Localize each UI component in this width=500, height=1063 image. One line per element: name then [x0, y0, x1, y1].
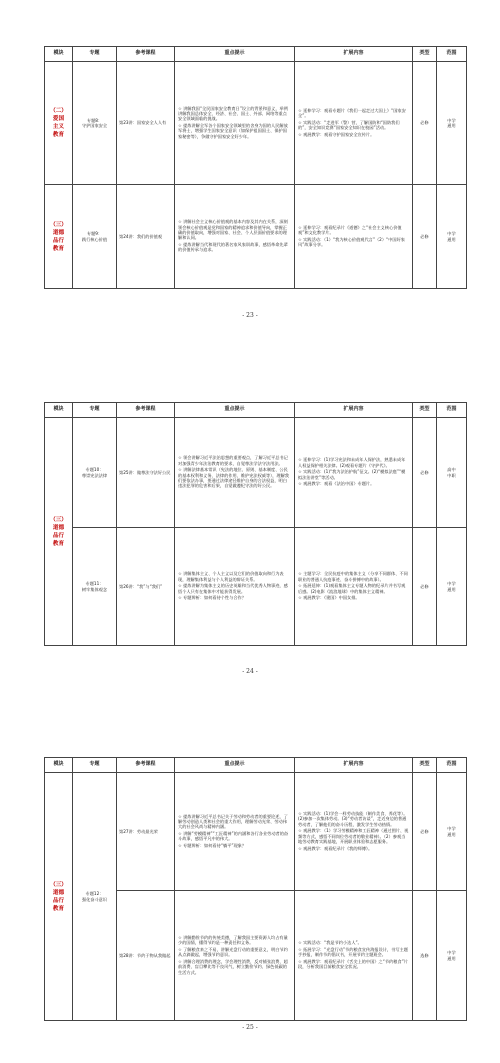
table-row	[45, 62, 467, 185]
header-ext: 扩展内容	[295, 758, 413, 773]
table-header-row	[45, 403, 467, 418]
hint-line: ☆ 讲解勤俭节约的传统美德，了解我国主要资源人均占有量少的国情，懂得节约是一种责任和义务。	[178, 934, 288, 946]
ext-cell	[295, 891, 413, 1021]
header-course: 参考课程	[117, 403, 175, 418]
range-label: 中学 通用	[447, 117, 456, 128]
header-range: 范围	[437, 47, 467, 62]
range-label: 中学 通用	[447, 826, 456, 837]
topic-label: 专题9： 践行核心价值	[81, 231, 108, 242]
module-cell	[45, 773, 73, 1021]
ext-cell	[295, 773, 413, 891]
ext-line: ☆ 拓展延伸：(1)观看集体主义专题人物的纪录片并书写观后感。(2)电影《流浪地球》中的集体主义精神。	[298, 583, 406, 594]
header-type: 类型	[413, 403, 437, 418]
range-cell	[437, 528, 467, 646]
hint-line: ☆ 提炼讲解习近平总书记关于劳动和劳动者的重要论述，了解劳动创造人类和社会的重大作用，理解劳动光荣、劳动伟大的社会风尚与精神内涵。	[178, 813, 288, 830]
hint-line: ☆ 讲解法律基本常识（宪法的地位、原则、基本制度、公民的基本权利和义务、法律的作用、维护宪法权威等），理解我们要依法办事，要通过法律途径维护自身的合法权益，明白违法犯罪的危害和后果，自觉做遵纪守法的好公民。	[178, 467, 289, 489]
hint-line: ☆ 专题辨析：如何看待“躺平”现象？	[178, 842, 247, 848]
hint-cell	[175, 418, 295, 528]
ext-line: ☆ 观展教学：观看守护国家安全宣传片。	[298, 131, 375, 137]
range-cell	[437, 773, 467, 891]
topic-cell	[73, 62, 117, 185]
page-number: - 23 -	[242, 312, 258, 319]
course-cell: 第24讲：我们的价值观	[117, 185, 175, 289]
module-cell	[45, 418, 73, 646]
ext-line: ☆ 实践活动：（1）“我为核心价值观代言”（2）“中国好家风”故事分享。	[298, 236, 405, 247]
ext-line: ☆ 观展教学：《建国》中国女排。	[298, 595, 360, 601]
hint-cell	[175, 773, 295, 891]
hint-line: ☆ 领会讲解习近平法治思想的重要观点，了解习近平总书记对加强青少年法治教育的要求，自觉尊法学法守法用法。	[178, 455, 288, 466]
header-module: 模块	[45, 403, 73, 418]
module-label: （二） 爱国 主义 教育	[50, 108, 67, 138]
hint-cell	[175, 62, 295, 185]
header-module: 模块	[45, 47, 73, 62]
header-hint: 重点提示	[175, 47, 295, 62]
type-cell: 必修	[413, 62, 437, 185]
ext-line: ☆ 观展教学：观看《法治中国》专题片。	[298, 481, 375, 487]
header-ext: 扩展内容	[295, 403, 413, 418]
hint-line: ☆ 讲解我国“全民国家安全教育日”设立的背景和意义，举例讲解我国总体安全、经济、社会、国土、外部、网络等重点安全领域面临的挑战。	[178, 105, 288, 122]
type-cell: 必修	[413, 185, 437, 289]
ext-line: ☆ 拓展学习：“光盘行动”节约粮食宣传海报设计，书写主题手抄报，制作节约倡议书，开展节约主题班会。	[298, 946, 408, 958]
course-table-page-24	[44, 402, 467, 646]
header-range: 范围	[437, 758, 467, 773]
header-ext: 扩展内容	[295, 47, 413, 62]
header-course: 参考课程	[117, 758, 175, 773]
type-cell: 必修	[413, 418, 437, 528]
ext-cell	[295, 62, 413, 185]
ext-cell	[295, 185, 413, 289]
ext-cell	[295, 418, 413, 528]
hint-cell	[175, 891, 295, 1021]
course-table-page-25	[44, 757, 467, 1021]
hint-line: ☆ 讲解合理消费的理念，学会理性消费，反对铺张浪费、超前消费、盲目攀比等不良风气，树立勤俭节约、绿色低碳的生活方式。	[178, 958, 288, 975]
table-row	[45, 418, 467, 528]
topic-cell	[73, 528, 117, 646]
ext-line: ☆ 延伸学习：观看专题片《我们一起走过大国上》“国家安全”。	[298, 107, 406, 119]
ext-line: ☆ 实践活动：(1)学会一样劳动技能（制作美食、养花等）。(2)参加一次集体劳动。(3)“劳动者访谈”，走近身边的普通劳动者，了解他们的奋斗历程，激发学生劳动热情。	[298, 810, 408, 827]
ext-line: ☆ 观展教学：（1）学习劳模精神和工匠精神（通过图片、视频等方式，感悟不同岗位劳动者的敬业精神）。（2）参观当地劳动教育实践基地，开展职业体验和志愿服务。	[298, 828, 409, 845]
topic-label: 专题12： 强化奋斗意识	[81, 891, 108, 902]
ext-line: ☆ 观展教学：观看纪录片《我的师傅》。	[298, 845, 373, 851]
range-cell	[437, 62, 467, 185]
course-cell: 第27讲：劳动最光荣	[117, 773, 175, 891]
topic-cell	[73, 418, 117, 528]
hint-line: ☆ 讲解集体主义、个人主义以及它们的价值取向和行为表现，理解集体利益与个人利益的辩证关系。	[178, 571, 284, 582]
header-type: 类型	[413, 758, 437, 773]
range-cell	[437, 185, 467, 289]
ext-line: ☆ 观展教学：观看纪录片《舌尖上的中国》之“节约粮食”片段，分析我国目前粮食安全状况。	[298, 958, 408, 970]
topic-label: 专题8： 守护国家安全	[81, 117, 108, 128]
header-type: 类型	[413, 47, 437, 62]
range-label: 中学 通用	[447, 950, 456, 961]
type-cell: 必修	[413, 773, 437, 891]
course-cell: 第28讲：节约于物从我做起	[117, 891, 175, 1021]
range-cell	[437, 891, 467, 1021]
topic-label: 专题11： 树牢集体观念	[81, 581, 108, 592]
hint-line: ☆ 提炼讲解全军各个国家安全领域里的舍身为国的人民解放军将士，增强学生国家安全意识（如保护祖国国土、保护国家秘密等），争做守护国家安全好少年。	[178, 123, 288, 139]
header-hint: 重点提示	[175, 403, 295, 418]
ext-line: ☆ 延伸学习：(1)学习宪法和未成年人保护法，熟悉未成年人权益保护相关法律。(2)观看专题片《守护代》。	[298, 457, 406, 468]
hint-line: ☆ 讲解社会主义核心价值观的基本内容及其内在关系，深刻领会核心价值观是党和国家的精神追求和价值导向，掌握正确的价值取向，增强对国家、社会、个人层面价值要求的理解和认同。	[178, 219, 288, 241]
ext-line: ☆ 延伸学习：观看纪录片《道德》之“社会主义核心价值观”和文化教学片。	[298, 224, 402, 235]
hint-cell	[175, 185, 295, 289]
topic-cell	[73, 773, 117, 1021]
module-label: （三） 道德 品行 教育	[50, 221, 67, 252]
range-cell	[437, 418, 467, 528]
topic-cell	[73, 185, 117, 289]
ext-cell	[295, 528, 413, 646]
header-topic: 专题	[73, 47, 117, 62]
topic-label: 专题10： 尊崇宪法法律	[81, 467, 108, 478]
course-cell: 第25讲：做尊法守法好公民	[117, 418, 175, 528]
hint-line: ☆ 讲解“劳模精神”“工匠精神”的内涵和各行各业劳动者的奋斗故事，感悟平凡中的伟大。	[178, 830, 289, 842]
table-header-row	[45, 758, 467, 773]
module-cell	[45, 62, 73, 185]
header-topic: 专题	[73, 758, 117, 773]
table-row	[45, 773, 467, 891]
page-number: - 25 -	[242, 1024, 258, 1031]
hint-line: ☆ 提炼讲解为集体主义的历史英雄和当代优秀人物事迹，感悟个人只有在集体中才能获得发展。	[178, 583, 288, 594]
hint-line: ☆ 提炼讲解当代和现代的著名家风家训故事，感悟革命先辈的价值传承与追求。	[178, 241, 288, 253]
range-label: 高中 中职	[447, 467, 456, 478]
table-header-row	[45, 47, 467, 62]
ext-line: ☆ 主题学习：全民抗疫中的集体主义（分享不同群体、不同职业的普通人抗疫事迹、奋斗拼搏中的故事）。	[298, 571, 408, 582]
course-table-page-23	[44, 46, 467, 289]
course-cell: 第26讲：“我”与“我们”	[117, 528, 175, 646]
hint-line: ☆ 了解粮食来之不易，讲解光盘行动的重要意义，明白节约从点滴做起，增强节约意识。	[178, 946, 288, 958]
type-cell: 选修	[413, 891, 437, 1021]
course-cell: 第23讲：国家安全人人有	[117, 62, 175, 185]
header-topic: 专题	[73, 403, 117, 418]
module-label: （三） 道德 品行 教育	[50, 516, 67, 547]
module-label: （三） 道德 品行 教育	[50, 881, 67, 912]
header-module: 模块	[45, 758, 73, 773]
page-number: - 24 -	[242, 668, 258, 675]
header-course: 参考课程	[117, 47, 175, 62]
table-row	[45, 185, 467, 289]
hint-cell	[175, 528, 295, 646]
type-cell: 必修	[413, 528, 437, 646]
table-row	[45, 528, 467, 646]
hint-line: ☆ 专题辨析：如何看待个性与合作？	[178, 595, 246, 601]
ext-line: ☆ 实践活动：“走进军（警）营，了解国防和“国防我们的”，安全知识竞赛“国家安全知识在校园”活动。	[298, 119, 400, 131]
header-hint: 重点提示	[175, 758, 295, 773]
ext-line: ☆ 实践活动：(1)“我为法治护航”征文。(2)“模拟法庭”“模拟法治讲堂”等活动。	[298, 469, 406, 480]
module-cell	[45, 185, 73, 289]
range-label: 中学 通用	[447, 231, 456, 242]
range-label: 中学 通用	[447, 581, 456, 592]
header-range: 范围	[437, 403, 467, 418]
ext-line: ☆ 实践活动：“我是节约小达人”。	[298, 940, 362, 946]
